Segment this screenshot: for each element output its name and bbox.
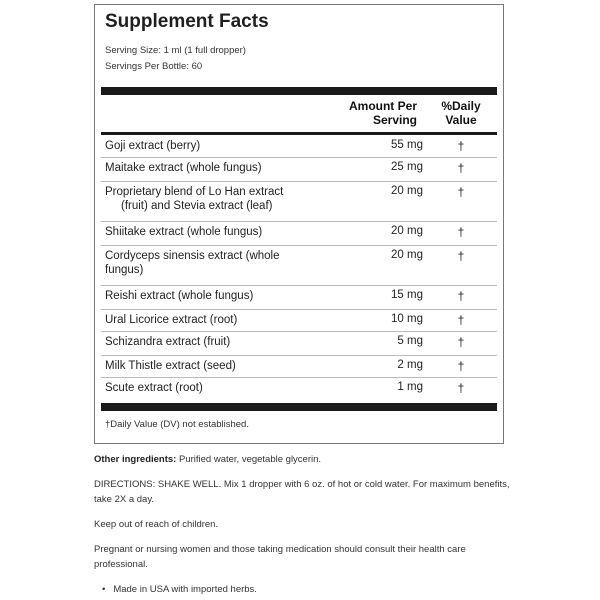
nutrient-name: Maitake extract (whole fungus) (105, 162, 262, 174)
serving-size: Serving Size: 1 ml (1 full dropper) (105, 45, 246, 56)
pregnancy-warning: Pregnant or nursing women and those taking medication should consult their health care professional. (94, 544, 466, 570)
label-notes (94, 452, 514, 597)
amount-header-line2: Serving (372, 113, 417, 127)
nutrient-amount: 1 mg (397, 381, 423, 393)
dv-header-line1: %Daily (441, 99, 481, 113)
nutrient-name: Ural Licorice extract (root) (105, 314, 238, 326)
other-ingredients-value: Purified water, vegetable glycerin. (176, 454, 322, 465)
other-ingredients (94, 452, 514, 467)
amount-header-line1: Amount Per (348, 99, 417, 113)
nutrient-dv: † (457, 313, 465, 327)
table-row (101, 182, 497, 222)
bullet-text: Made in USA with imported herbs. (113, 584, 257, 595)
directions-text: DIRECTIONS: SHAKE WELL. Mix 1 dropper with 6 oz. of hot or cold water. For maximum benefits, take 2X a day. (94, 479, 510, 505)
table-row (101, 310, 497, 332)
nutrient-amount: 20 mg (391, 225, 423, 237)
nutrient-dv: † (457, 161, 465, 175)
made-in-usa-bullet (94, 582, 514, 597)
nutrient-name: Shiitake extract (whole fungus) (105, 226, 263, 238)
nutrient-name: Goji extract (berry) (105, 140, 201, 152)
thick-divider-top (101, 87, 497, 95)
nutrient-name: Milk Thistle extract (seed) (105, 360, 236, 372)
nutrient-amount: 2 mg (397, 359, 423, 371)
nutrient-dv: † (457, 381, 465, 395)
nutrient-name: Schizandra extract (fruit) (105, 336, 231, 348)
nutrient-amount: 25 mg (391, 161, 423, 173)
other-ingredients-label: Other ingredients: (94, 454, 177, 465)
table-row (101, 158, 497, 182)
bullet-icon: • (102, 584, 106, 595)
daily-value-header (431, 99, 491, 127)
nutrient-amount: 20 mg (391, 185, 423, 197)
nutrient-dv: † (457, 225, 465, 239)
nutrient-name: Proprietary blend of Lo Han extract (fruit) and Stevia extract (leaf) (105, 186, 284, 212)
nutrient-dv: † (457, 185, 465, 199)
amount-per-serving-header (341, 99, 417, 127)
nutrient-name: Scute extract (root) (105, 382, 203, 394)
table-row (101, 222, 497, 246)
children-warning: Keep out of reach of children. (94, 519, 219, 530)
nutrient-dv: † (457, 335, 465, 349)
servings-per-bottle: Servings Per Bottle: 60 (105, 61, 203, 72)
supplement-facts-panel (94, 4, 504, 444)
nutrient-dv: † (457, 289, 465, 303)
facts-title: Supplement Facts (105, 11, 269, 32)
nutrient-amount: 10 mg (391, 313, 423, 325)
nutrient-amount: 20 mg (391, 249, 423, 261)
dv-header-line2: Value (445, 113, 477, 127)
thick-divider-bottom (101, 403, 497, 411)
nutrient-name: Cordyceps sinensis extract (whole fungus) (105, 250, 280, 276)
nutrient-dv: † (457, 249, 465, 263)
nutrient-name: Reishi extract (whole fungus) (105, 290, 254, 302)
table-row (101, 246, 497, 286)
table-row (101, 136, 497, 158)
table-row (101, 378, 497, 402)
nutrient-amount: 55 mg (391, 139, 423, 151)
table-row (101, 286, 497, 310)
nutrient-dv: † (457, 359, 465, 373)
nutrient-amount: 15 mg (391, 289, 423, 301)
header-divider (101, 132, 497, 135)
daily-value-footnote: †Daily Value (DV) not established. (105, 419, 249, 430)
table-row (101, 332, 497, 356)
table-row (101, 356, 497, 378)
nutrient-amount: 5 mg (397, 335, 423, 347)
nutrient-dv: † (457, 139, 465, 153)
